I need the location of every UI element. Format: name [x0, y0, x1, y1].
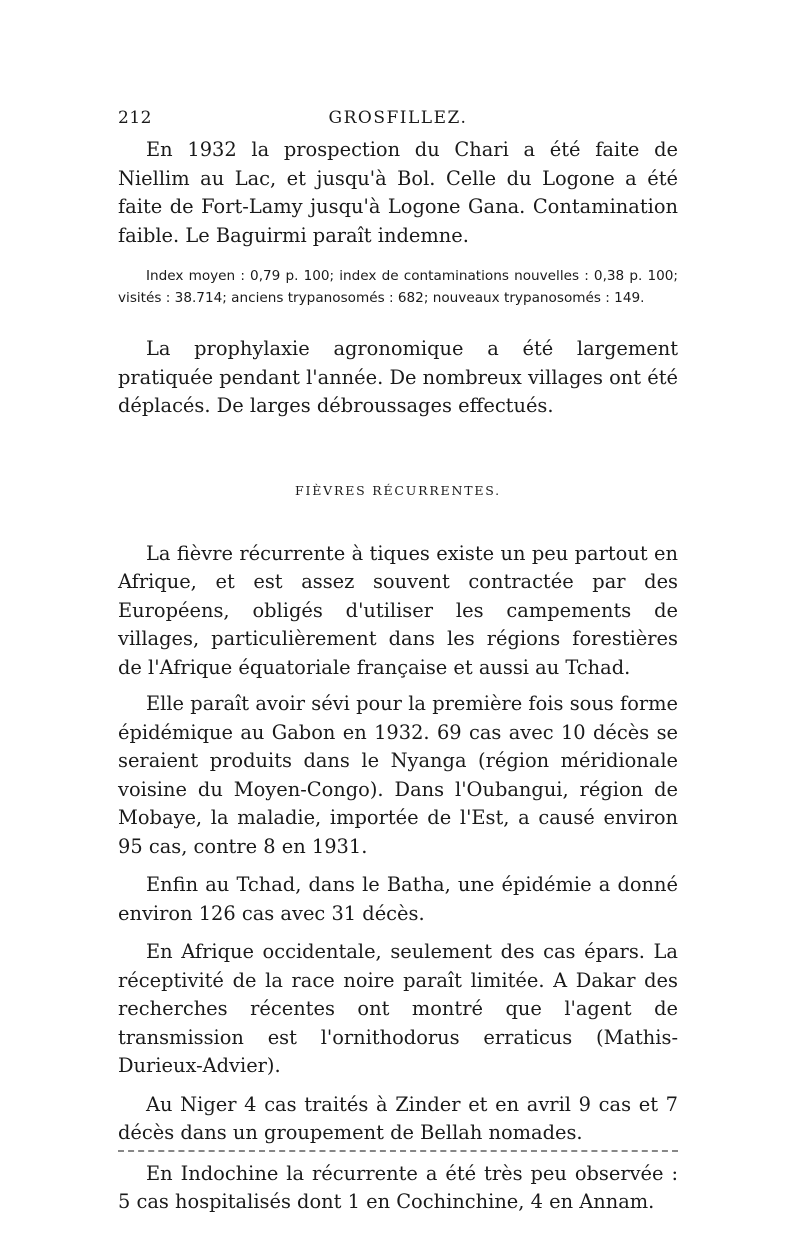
paragraph-chari-prospection: En 1932 la prospection du Chari a été faite de Niellim au Lac, et jusqu'à Bol. Celle du Logone a été faite de Fort-Lamy jusqu'à Logone Gana. Contamination faible. Le Baguirmi paraît indemne. — [118, 138, 678, 247]
paragraph-afrique-occidentale: En Afrique occidentale, seulement des cas épars. La réceptivité de la race noire paraît limitée. A Dakar des recherches récentes ont montré que l'agent de transmission est l'ornithodorus erraticus (Mathis-Durieux-Advier). — [118, 940, 678, 1077]
page-number: 212 — [118, 108, 152, 128]
section-heading-text: FIÈVRES RÉCURRENTES. — [295, 482, 501, 498]
divider-rule — [118, 1150, 678, 1155]
page-header — [118, 108, 678, 136]
document-page — [118, 108, 678, 1217]
paragraph-tchad: Enfin au Tchad, dans le Batha, une épidémie a donné environ 126 cas avec 31 décès. — [118, 873, 678, 925]
paragraph-prophylaxie: La prophylaxie agronomique a été largement pratiquée pendant l'année. De nombreux villages ont été déplacés. De larges débroussages effectués. — [118, 337, 678, 417]
running-head: GROSFILLEZ. — [328, 108, 468, 128]
paragraph-indochine: En Indochine la récurrente a été très peu observée : 5 cas hospitalisés dont 1 en Cochinchine, 4 en Annam. — [118, 1161, 678, 1213]
section-heading — [118, 483, 678, 498]
paragraph-fievre-recurrente: La fièvre récurrente à tiques existe un peu partout en Afrique, et est assez souvent contractée par des Européens, obligés d'utiliser les campements de villages, particulièrement dans les régions forestières de l'Afrique équatoriale française et aussi au Tchad. — [118, 541, 678, 679]
statistics-paragraph: Index moyen : 0,79 p. 100; index de contaminations nouvelles : 0,38 p. 100; visités : 38.714; anciens trypanosomés : 682; nouveaux trypanosomés : 149. — [118, 268, 678, 306]
paragraph-niger: Au Niger 4 cas traités à Zinder et en avril 9 cas et 7 décès dans un groupement de Bellah nomades. — [118, 1092, 678, 1144]
paragraph-gabon-epidemie: Elle paraît avoir sévi pour la première fois sous forme épidémique au Gabon en 1932. 69 cas avec 10 décès se seraient produits dans le Nyanga (région méridionale voisine du Moyen-Congo). Dans l'Oubangui, région de Mobaye, la maladie, importée de l'Est, a causé environ 95 cas, contre 8 en 1931. — [118, 692, 678, 858]
